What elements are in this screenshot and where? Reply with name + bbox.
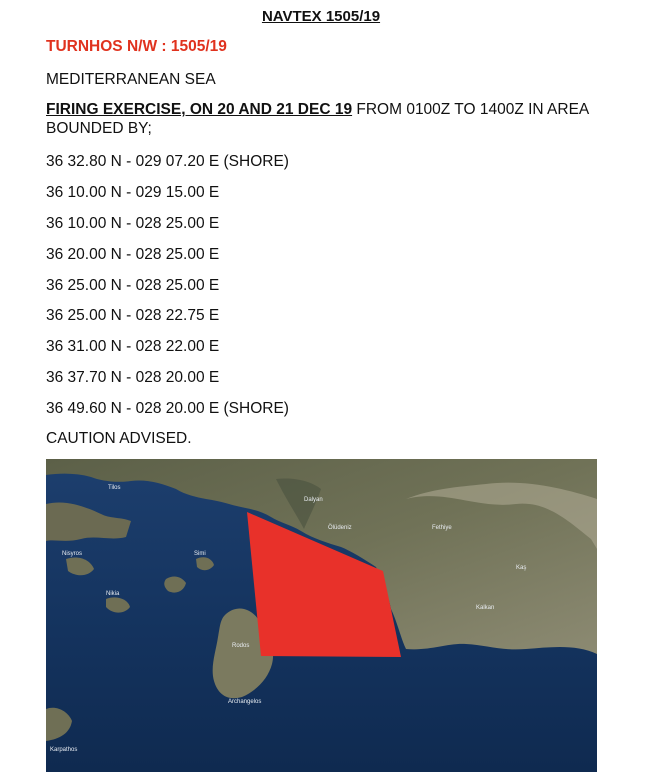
warning-reference: TURNHOS N/W : 1505/19 xyxy=(46,38,227,55)
coordinate-line: 36 49.60 N - 028 20.00 E (SHORE) xyxy=(46,400,289,417)
map-label: Rodos xyxy=(232,643,250,649)
map-label: Dalyan xyxy=(304,497,323,503)
map-label: Kaş xyxy=(516,565,527,571)
coordinate-line: 36 31.00 N - 028 22.00 E xyxy=(46,338,220,355)
map-label: Kalkan xyxy=(476,605,495,611)
exercise-description xyxy=(46,100,616,138)
coordinate-line: 36 37.70 N - 028 20.00 E xyxy=(46,369,220,386)
map-label: Fethiye xyxy=(432,525,452,531)
coordinate-line: 36 32.80 N - 029 07.20 E (SHORE) xyxy=(46,153,289,170)
map-label: Ölüdeniz xyxy=(328,525,352,531)
satellite-map xyxy=(46,459,597,772)
navtex-title: NAVTEX 1505/19 xyxy=(261,8,381,25)
map-label: Karpathos xyxy=(50,747,78,753)
map-image xyxy=(46,459,597,772)
coordinate-line: 36 10.00 N - 028 25.00 E xyxy=(46,215,220,232)
map-label: Simi xyxy=(194,551,206,557)
coordinate-line: 36 20.00 N - 028 25.00 E xyxy=(46,246,220,263)
coordinate-line: 36 25.00 N - 028 25.00 E xyxy=(46,277,220,294)
map-label: Nikia xyxy=(106,591,120,597)
map-label: Nisyros xyxy=(62,551,83,557)
coordinate-line: 36 10.00 N - 029 15.00 E xyxy=(46,184,220,201)
region-name: MEDITERRANEAN SEA xyxy=(46,71,216,88)
exercise-highlight: FIRING EXERCISE, ON 20 AND 21 DEC 19 xyxy=(46,101,353,118)
exercise-details: FROM 0100Z TO 1400Z IN AREA BOUNDED BY; xyxy=(46,101,589,137)
caution-note: CAUTION ADVISED. xyxy=(46,430,192,447)
map-label: Archangelos xyxy=(228,699,262,705)
coordinate-line: 36 25.00 N - 028 22.75 E xyxy=(46,307,220,324)
map-label: Tilos xyxy=(108,485,121,491)
